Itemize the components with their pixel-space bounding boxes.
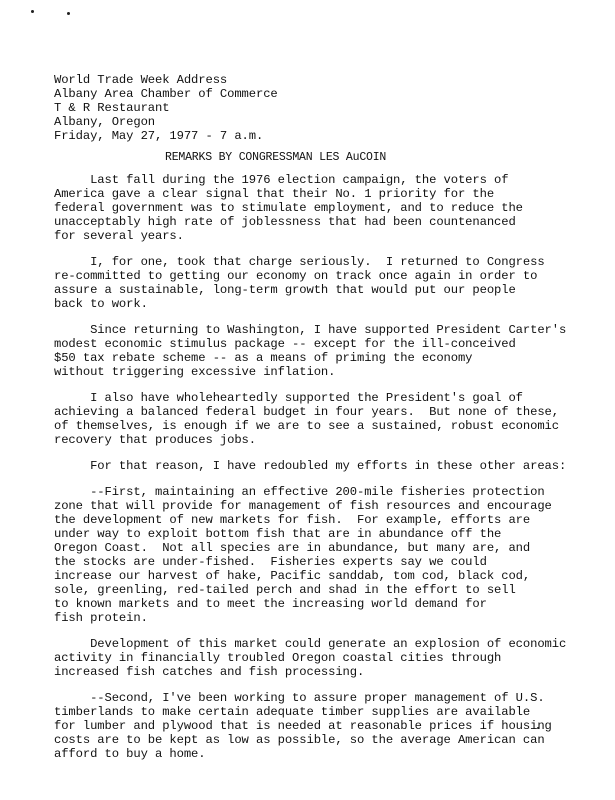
- scan-speck: [31, 10, 34, 13]
- text-line: the development of new markets for fish. For example, efforts are: [54, 513, 531, 527]
- text-line: sole, greenling, red-tailed perch and shad in the effort to sell: [54, 583, 516, 597]
- header-line: Albany, Oregon: [54, 115, 155, 129]
- text-line: under way to exploit bottom fish that are in abundance off the: [54, 527, 502, 541]
- text-line: modest economic stimulus package -- except for the ill-conceived: [54, 337, 516, 351]
- text-line: unacceptably high rate of joblessness that had been countenanced: [54, 215, 516, 229]
- text-line: America gave a clear signal that their No. 1 priority for the: [54, 187, 495, 201]
- text-line: $50 tax rebate scheme -- as a means of priming the economy: [54, 351, 473, 365]
- text-line: of themselves, is enough if we are to see a sustained, robust economic: [54, 419, 559, 433]
- text-line: assure a sustainable, long-term growth that would put our people: [54, 283, 516, 297]
- text-line: activity in financially troubled Oregon coastal cities through: [54, 651, 502, 665]
- speech-title: REMARKS BY CONGRESSMAN LES AuCOIN: [165, 151, 387, 164]
- text-line: --Second, I've been working to assure proper management of U.S.: [54, 691, 545, 705]
- text-line: increased fish catches and fish processing.: [54, 665, 365, 679]
- text-line: federal government was to stimulate employment, and to reduce the: [54, 201, 523, 215]
- text-line: I, for one, took that charge seriously. I returned to Congress: [54, 255, 545, 269]
- text-line: recovery that produces jobs.: [54, 433, 256, 447]
- scan-speck: [67, 12, 70, 15]
- text-line: I also have wholeheartedly supported the President's goal of: [54, 391, 523, 405]
- text-line: for lumber and plywood that is needed at reasonable prices if housing: [54, 719, 552, 733]
- text-line: Development of this market could generate an explosion of economic: [54, 637, 567, 651]
- text-line: fish protein.: [54, 611, 148, 625]
- text-line: the stocks are under-fished. Fisheries experts say we could: [54, 555, 487, 569]
- text-line: Since returning to Washington, I have supported President Carter's: [54, 323, 567, 337]
- text-line: to known markets and to meet the increasing world demand for: [54, 597, 487, 611]
- text-line: for several years.: [54, 229, 184, 243]
- header-line: Friday, May 27, 1977 - 7 a.m.: [54, 129, 264, 143]
- text-line: --First, maintaining an effective 200-mile fisheries protection: [54, 485, 545, 499]
- header-line: Albany Area Chamber of Commerce: [54, 87, 278, 101]
- text-line: without triggering excessive inflation.: [54, 365, 336, 379]
- text-line: re-committed to getting our economy on track once again in order to: [54, 269, 538, 283]
- text-line: afford to buy a home.: [54, 747, 206, 761]
- header-line: World Trade Week Address: [54, 73, 228, 87]
- text-line: timberlands to make certain adequate timber supplies are available: [54, 705, 531, 719]
- text-line: zone that will provide for management of fish resources and encourage: [54, 499, 552, 513]
- text-line: increase our harvest of hake, Pacific sanddab, tom cod, black cod,: [54, 569, 531, 583]
- text-line: costs are to be kept as low as possible, so the average American can: [54, 733, 545, 747]
- text-line: back to work.: [54, 297, 148, 311]
- header-line: T & R Restaurant: [54, 101, 170, 115]
- text-line: achieving a balanced federal budget in four years. But none of these,: [54, 405, 559, 419]
- text-line: For that reason, I have redoubled my efforts in these other areas:: [54, 459, 567, 473]
- text-line: Oregon Coast. Not all species are in abundance, but many are, and: [54, 541, 531, 555]
- text-line: Last fall during the 1976 election campaign, the voters of: [54, 173, 509, 187]
